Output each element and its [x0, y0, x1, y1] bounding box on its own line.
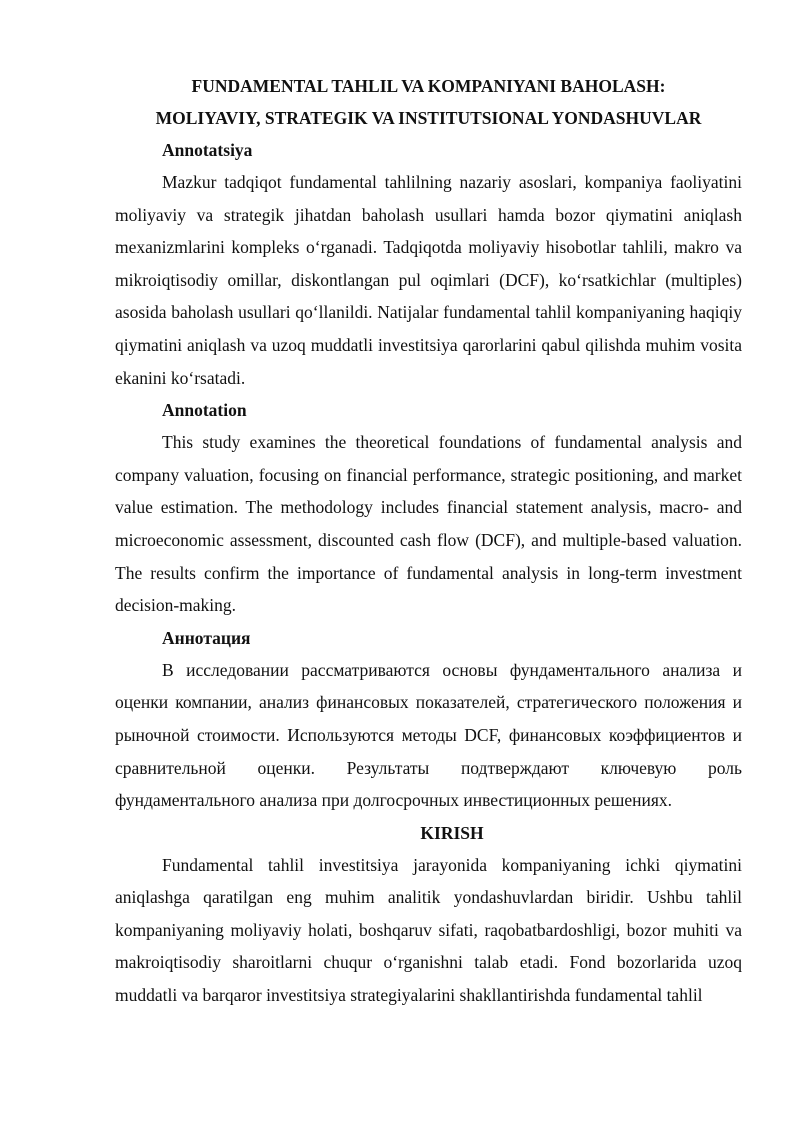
- document-page: [115, 70, 742, 1012]
- paper-title-line-2: MOLIYAVIY, STRATEGIK VA INSTITUTSIONAL YONDASHUVLAR: [155, 108, 702, 128]
- abstract-uz-heading: Annotatsiya: [162, 140, 253, 160]
- abstract-en-text: This study examines the theoretical foundations of fundamental analysis and company valuation, focusing on financial performance, strategic positioning, and market value estimation. The methodology includes financial statement analysis, macro- and microeconomic assessment, discounted cash flow (DCF), and multiple-based valuation. The results confirm the importance of fundamental analysis in long-term investment decision-making.: [115, 432, 742, 616]
- introduction-heading: KIRISH: [420, 822, 484, 843]
- abstract-ru-heading: Аннотация: [162, 627, 251, 648]
- paper-title-line-1: FUNDAMENTAL TAHLIL VA KOMPANIYANI BAHOLASH:: [191, 76, 666, 96]
- abstract-uz-text: Mazkur tadqiqot fundamental tahlilning nazariy asoslari, kompaniya faoliyatini moliyaviy va strategik jihatdan baholash usullari hamda bozor qiymatini aniqlash mexanizmlarini kompleks o‘rganadi. Tadqiqotda moliyaviy hisobotlar tahlili, makro va mikroiqtisodiy omillar, diskontlangan pul oqimlari (DCF), ko‘rsatkichlar (multiples) asosida baholash usullari qo‘llanildi. Natijalar fundamental tahlil kompaniyaning haqiqiy qiymatini aniqlash va uzoq muddatli investitsiya qarorlarini qabul qilishda muhim vosita ekanini ko‘rsatadi.: [115, 172, 742, 388]
- introduction-text: Fundamental tahlil investitsiya jarayonida kompaniyaning ichki qiymatini aniqlashga qaratilgan eng muhim analitik yondashuvlardan biridir. Ushbu tahlil kompaniyaning moliyaviy holati, boshqaruv sifati, raqobatbardoshligi, bozor muhiti va makroiqtisodiy sharoitlarni chuqur o‘rganishni talab etadi. Fond bozorlarida uzoq muddatli va barqaror investitsiya strategiyalarini shakllantirishda fundamental tahlil: [115, 854, 742, 1006]
- abstract-ru-text: В исследовании рассматриваются основы фундаментального анализа и оценки компании, анализ финансовых показателей, стратегического положения и рыночной стоимости. Используются методы DCF, финансовых коэффициентов и сравнительной оценки. Результаты подтверждают ключевую роль фундаментального анализа при долгосрочных инвестиционных решениях.: [115, 659, 742, 811]
- abstract-en-heading: Annotation: [162, 400, 247, 421]
